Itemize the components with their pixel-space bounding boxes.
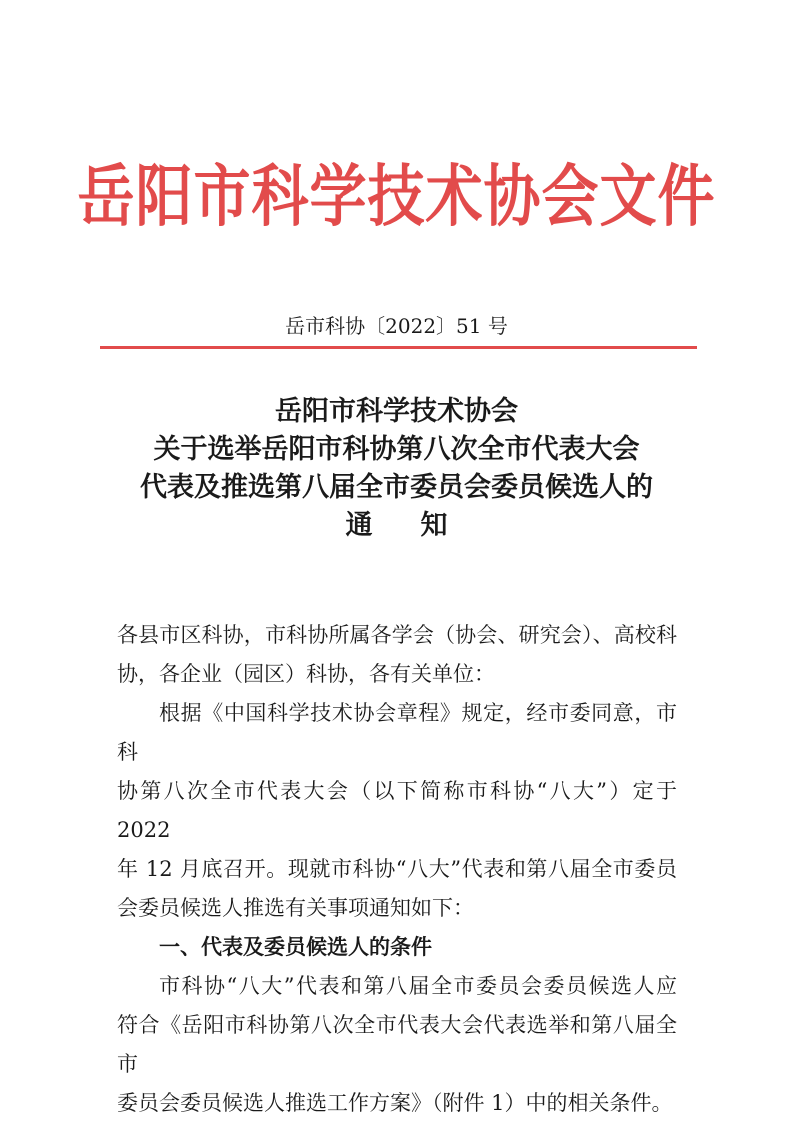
paragraph-2-line-2: 符合《岳阳市科协第八次全市代表大会代表选举和第八届全市: [117, 1013, 677, 1076]
title-line-1: 岳阳市科学技术协会: [275, 396, 518, 427]
red-divider-line: [100, 346, 697, 349]
document-title: [0, 393, 793, 545]
paragraph-1-line-2: 协第八次全市代表大会（以下简称市科协“八大”）定于 2022: [117, 779, 677, 842]
paragraph-1-line-3: 年 12 月底召开。现就市科协“八大”代表和第八届全市委员: [117, 857, 677, 881]
document-number: 岳市科协〔2022〕51 号: [285, 314, 508, 338]
title-line-3: 代表及推选第八届全市委员会委员候选人的: [140, 472, 653, 503]
title-line-2: 关于选举岳阳市科协第八次全市代表大会: [153, 434, 640, 465]
paragraph-1-line-4: 会委员候选人推选有关事项通知如下：: [117, 896, 474, 920]
section-1-heading: 一、代表及委员候选人的条件: [159, 935, 432, 959]
addressee-line-2: 协，各企业（园区）科协，各有关单位：: [117, 662, 495, 686]
addressee-line-1: 各县市区科协，市科协所属各学会（协会、研究会）、高校科: [117, 623, 677, 647]
document-body: [117, 616, 677, 1123]
title-line-4: 通知: [345, 510, 496, 541]
paragraph-2-line-3: 委员会委员候选人推选工作方案》（附件 1）中的相关条件。: [117, 1091, 673, 1115]
paragraph-1-line-1: 根据《中国科学技术协会章程》规定，经市委同意，市科: [117, 701, 677, 764]
paragraph-2-line-1: 市科协“八大”代表和第八届全市委员会委员候选人应: [159, 974, 677, 998]
document-masthead: 岳阳市科学技术协会文件: [77, 158, 716, 237]
